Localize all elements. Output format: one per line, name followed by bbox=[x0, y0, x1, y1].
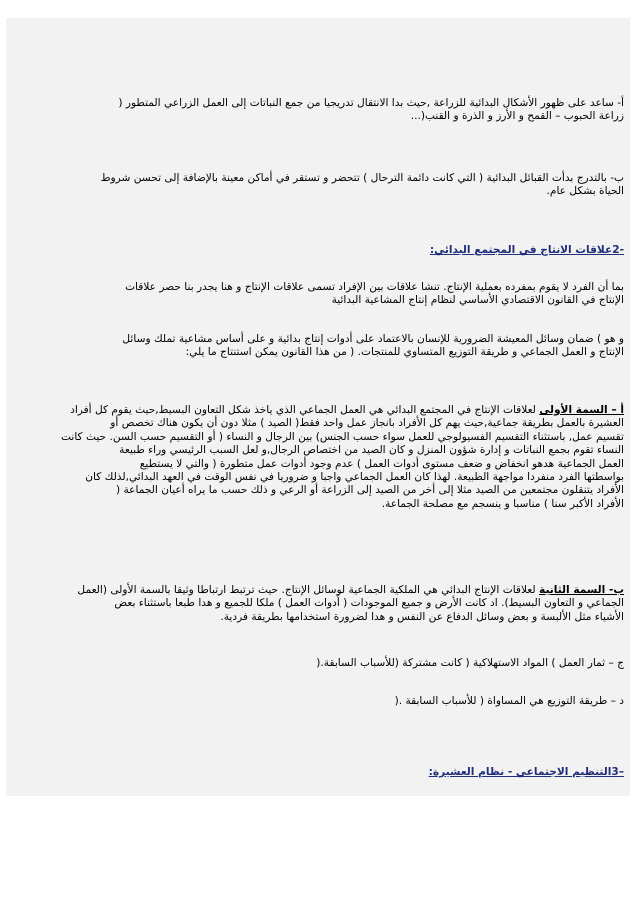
point-b-line-1: ب- بالتدرج بدأت القبائل البدائية ( التي كانت دائمة الترحال ) تتحضر و تستقر في أماكن معينة بالإضافة إلى تحسن شروط bbox=[100, 172, 624, 184]
production-relations-paragraph bbox=[12, 281, 624, 308]
point-b-paragraph bbox=[12, 172, 624, 199]
feature-1-line-3: تقسيم عمل, باستثناء التقسيم الفسيولوجي للعمل سواء حسب الجنس) بين الرجال و النساء ( أو التقسيم حسب السن. حيث كانت bbox=[60, 430, 624, 443]
para-1-line-1: بما أن الفرد لا يقوم بمفرده بعملية الإنتاج. تنشا علاقات بين الإفراد تسمى علاقات الإنتاج و هنا يجدر بنا حصر علاقات bbox=[125, 281, 624, 293]
point-c-text: ج – ثمار العمل ) المواد الاستهلاكية ( كانت مشتركة (للأسباب السابقة.( bbox=[316, 657, 624, 669]
point-a-line-1: أ- ساعد على ظهور الأشكال البدائية للزراعة ,حيث بدا الانتقال تدريجيا من جمع النباتات إلى العمل الزراعي المتطور ( bbox=[118, 97, 624, 109]
point-a-paragraph bbox=[12, 97, 624, 124]
para-2-line-1: و هو ) ضمان وسائل المعيشة الضرورية للإنسان بالاعتماد على أدوات إنتاج بدائية و على أساس مشاعية تملك وسائل bbox=[122, 333, 624, 345]
second-feature-paragraph bbox=[12, 584, 624, 624]
point-b-line-2: الحياة بشكل عام. bbox=[546, 185, 624, 198]
point-d-paragraph bbox=[12, 695, 624, 708]
feature-1-line-6: بواسطتها الفرد منفردا مواجهة الطبيعة. لهذا كان العمل الجماعي واجبا و ضروريا في نفس الوقت في العهد البدائي,لذلك كان bbox=[85, 471, 624, 484]
feature-1-line-4: النساء تقوم بجمع النباتات و إدارة شؤون المنزل و كان الصيد من اختصاص الرجال,و لعل السبب الرئيسي وراء طبيعة bbox=[119, 444, 624, 457]
feature-1-line-7: الأفراد يتنقلون مجتمعين من الصيد مثلا إلى أخر من الصيد إلى الزراعة أو الرعي و ذلك حسب ما يراه أعيان الجماعة ( bbox=[115, 484, 624, 497]
section-2-heading-text: -2علاقات الانتاج في المجتمع البدائي: bbox=[429, 244, 624, 256]
point-c-paragraph bbox=[12, 657, 624, 670]
point-d-text: د – طريقة التوزيع هي المساواة ( للأسباب السابقة .( bbox=[394, 695, 624, 707]
feature-1-line-8: الأفراد الأكبر سنا ) مناسبا و ينسجم مع مصلحة الجماعة. bbox=[381, 497, 624, 510]
first-feature-paragraph bbox=[12, 404, 624, 511]
point-a-line-2: زراعة الحبوب – القمح و الأرز و الذرة و القنب(... bbox=[410, 110, 624, 123]
section-3-heading bbox=[12, 766, 624, 779]
feature-1-line-1-rest: لعلاقات الإنتاج في المجتمع البدائي هي العمل الجماعي الذي ياخذ شكل التعاون البسيط,حيث يقوم كل أفراد bbox=[70, 404, 540, 416]
feature-1-line-2: العشيرة بالعمل بطريقة جماعية,حيث يهم كل الأفراد بانجاز عمل واحد فقط( الصيد ) مثلا دون أن يكون هناك تخصص أو bbox=[110, 417, 624, 430]
section-3-heading-text: –3التنظيم الاجتماعي - نظام العشيرة: bbox=[428, 766, 624, 778]
feature-1-line-5: العمل الجماعية هدهو انخفاض و ضعف مستوى أدوات العمل ) عدم وجود أدوات عمل متطورة ( والتي لا يستطيع bbox=[139, 457, 624, 470]
feature-1-label: أ – السمة الأولى bbox=[539, 404, 624, 416]
feature-2-line-2: الجماعي و التعاون البسيط). اد كانت الأرض و جميع الموجودات ( أدوات العمل ) ملكا للجميع و هدا طبعا باستثناء بعض bbox=[114, 597, 624, 610]
feature-2-line-3: الأشياء مثل الألبسة و بعض وسائل الدفاع عن النفس و هدا لضرورة استخدامها بطريقة فردية. bbox=[220, 610, 624, 623]
feature-2-label: ب- السمة الثانية bbox=[539, 584, 624, 596]
para-2-line-2: الإنتاج و العمل الجماعي و طريقة التوزيع المتساوي للمنتجات. ( من هذا القانون يمكن استنتاج ما يلي: bbox=[185, 346, 624, 359]
section-2-heading bbox=[12, 244, 624, 257]
para-1-line-2: الإنتاج في القانون الاقتصادي الأساسي لنظام إنتاج المشاعية البدائية bbox=[331, 294, 624, 307]
feature-2-line-1 bbox=[12, 584, 624, 597]
feature-1-line-1 bbox=[12, 404, 624, 417]
feature-2-line-1-rest: لعلاقات الإنتاج البدائي هي الملكية الجماعية لوسائل الإنتاج. حيث ترتبط ارتباطا وثيقا بالسمة الأولى (العمل bbox=[77, 584, 540, 596]
economic-law-paragraph bbox=[12, 333, 624, 360]
